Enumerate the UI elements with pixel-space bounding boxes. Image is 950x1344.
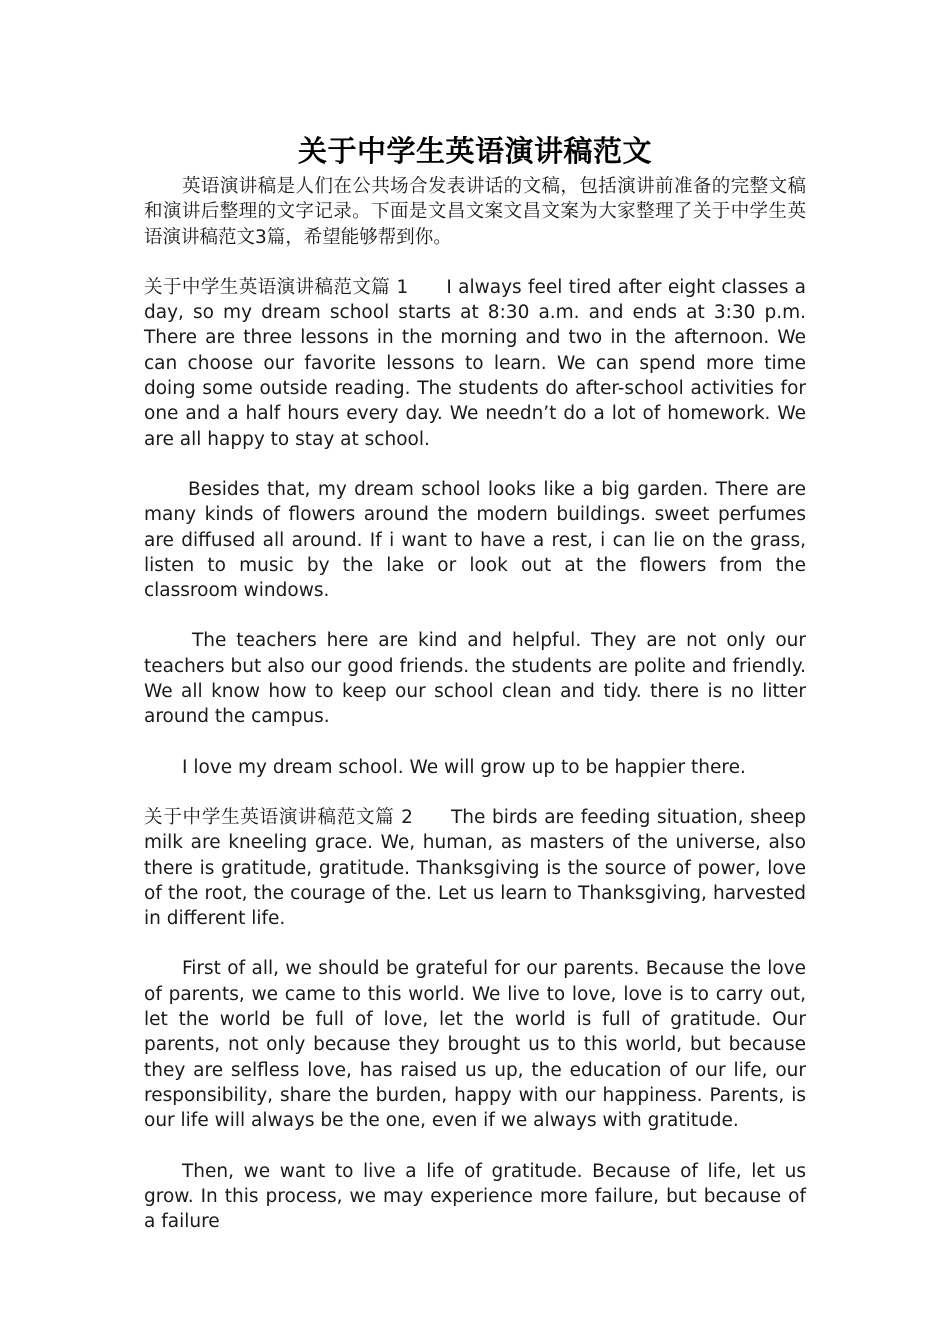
section-1-paragraph: The teachers here are kind and helpful. They are not only our teachers but also our good friends. the students are polite and friendly. We all know how to keep our school clean and tidy. there is no litter around the campus. — [144, 630, 806, 728]
intro-paragraph: 英语演讲稿是人们在公共场合发表讲话的文稿，包括演讲前准备的完整文稿和演讲后整理的文字记录。下面是文昌文案文昌文案为大家整理了关于中学生英语演讲稿范文3篇，希望能够帮到你。 — [144, 176, 806, 248]
document-title: 关于中学生英语演讲稿范文 — [297, 134, 652, 168]
section-1-text: I always feel tired after eight classes a day, so my dream school starts at 8:30 a.m. and ends at 3:30 p.m. There are three lessons in the morning and two in the afternoon. We can choose our favorite lessons to learn. We can spend more time doing some outside reading. The students do after-school activities for one and a half hours every day. We needn’t do a lot of homework. We are all happy to stay at school. — [144, 276, 807, 450]
section-2-text: The birds are feeding situation, sheep milk are kneeling grace. We, human, as masters of the universe, also there is gratitude, gratitude. Thanksgiving is the source of power, love of the root, the courage of the. Let us learn to Thanksgiving, harvested in different life. — [144, 806, 806, 930]
document-body — [144, 128, 806, 1234]
section-2-heading: 关于中学生英语演讲稿范文篇 2 — [144, 806, 413, 828]
section-2-first-paragraph — [144, 805, 806, 931]
section-2-paragraph: First of all, we should be grateful for our parents. Because the love of parents, we came to this world. We live to love, love is to carry out, let the world be full of love, let the world is full of gratitude. Our parents, not only because they brought us to this world, but because they are selfless love, has raised us up, the education of our life, our responsibility, share the burden, happy with our happiness. Parents, is our life will always be the one, even if we always with gratitude. — [144, 958, 806, 1132]
section-1-paragraph: I love my dream school. We will grow up to be happier there. — [182, 756, 746, 778]
section-2-paragraph: Then, we want to live a life of gratitude. Because of life, let us grow. In this process, we may experience more failure, but because of a failure — [144, 1160, 806, 1233]
section-1-first-paragraph — [144, 275, 806, 452]
section-1-heading: 关于中学生英语演讲稿范文篇 1 — [144, 276, 409, 298]
section-1-paragraph: Besides that, my dream school looks like a big garden. There are many kinds of flowers around the modern buildings. sweet perfumes are diffused all around. If i want to have a rest, i can lie on the grass, listen to music by the lake or look out at the flowers from the classroom windows. — [144, 478, 806, 602]
